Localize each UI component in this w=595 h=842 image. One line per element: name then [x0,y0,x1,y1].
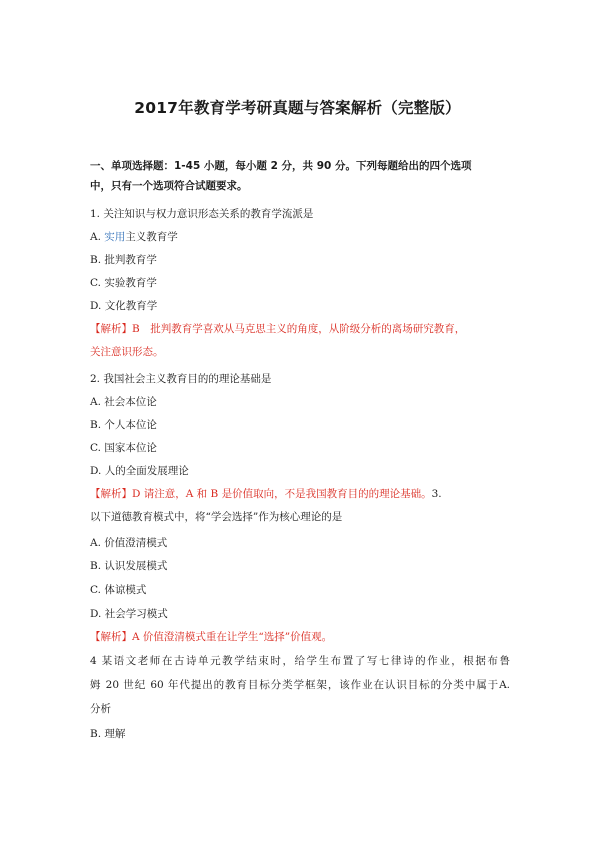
q2-analysis [90,487,442,501]
q1-stem: 1. 关注知识与权力意识形态关系的教育学流派是 [90,208,314,220]
q2-option-d: D. 人的全面发展理论 [90,465,189,477]
q2-option-a: A. 社会本位论 [90,396,157,408]
q4-option-b: B. 理解 [90,728,126,740]
page-title: 2017年教育学考研真题与答案解析（完整版） [134,99,461,117]
q4-stem-line-1: 4 某语文老师在古诗单元教学结束时，给学生布置了写七律诗的作业，根据布鲁 [90,655,510,667]
q3-number: 3. [431,488,442,500]
q3-analysis: 【解析】A 价值澄清模式重在让学生“选择”价值观。 [90,631,333,643]
q1-option-a-highlight: 实用 [104,231,126,243]
q2-option-b: B. 个人本位论 [90,419,157,431]
q3-option-b: B. 认识发展模式 [90,560,168,572]
q1-option-c: C. 实验教育学 [90,277,157,289]
q1-analysis-line-1: 【解析】B 批判教育学喜欢从马克思主义的角度，从阶级分析的离场研究教育， [90,323,466,335]
q1-option-a [90,230,178,244]
q3-option-d: D. 社会学习模式 [90,608,168,620]
section-header [90,156,510,196]
q1-option-d: D. 文化教育学 [90,300,158,312]
q4-stem-line-2: 姆 20 世纪 60 年代提出的教育目标分类学框架，该作业在认识目标的分类中属于A. [90,679,510,691]
q4-option-a: 分析 [90,703,111,715]
q1-option-a-prefix: A. [90,231,105,243]
q2-analysis-text: 【解析】D 请注意，A 和 B 是价值取向，不是我国教育目的的理论基础。 [90,488,432,500]
q3-option-c: C. 体谅模式 [90,584,147,596]
q1-option-b: B. 批判教育学 [90,254,157,266]
q1-option-a-rest: 主义教育学 [125,231,178,243]
q3-stem: 以下道德教育模式中，将“学会选择”作为核心理论的是 [90,511,343,523]
q2-stem: 2. 我国社会主义教育目的的理论基础是 [90,373,272,385]
section-header-line-2: 中，只有一个选项符合试题要求。 [90,180,248,192]
q3-option-a: A. 价值澄清模式 [90,537,168,549]
q1-analysis-line-2: 关注意识形态。 [90,346,164,358]
q2-option-c: C. 国家本位论 [90,442,157,454]
section-header-line-1: 一、单项选择题：1-45 小题，每小题 2 分，共 90 分。下列每题给出的四个选项 [90,160,472,172]
